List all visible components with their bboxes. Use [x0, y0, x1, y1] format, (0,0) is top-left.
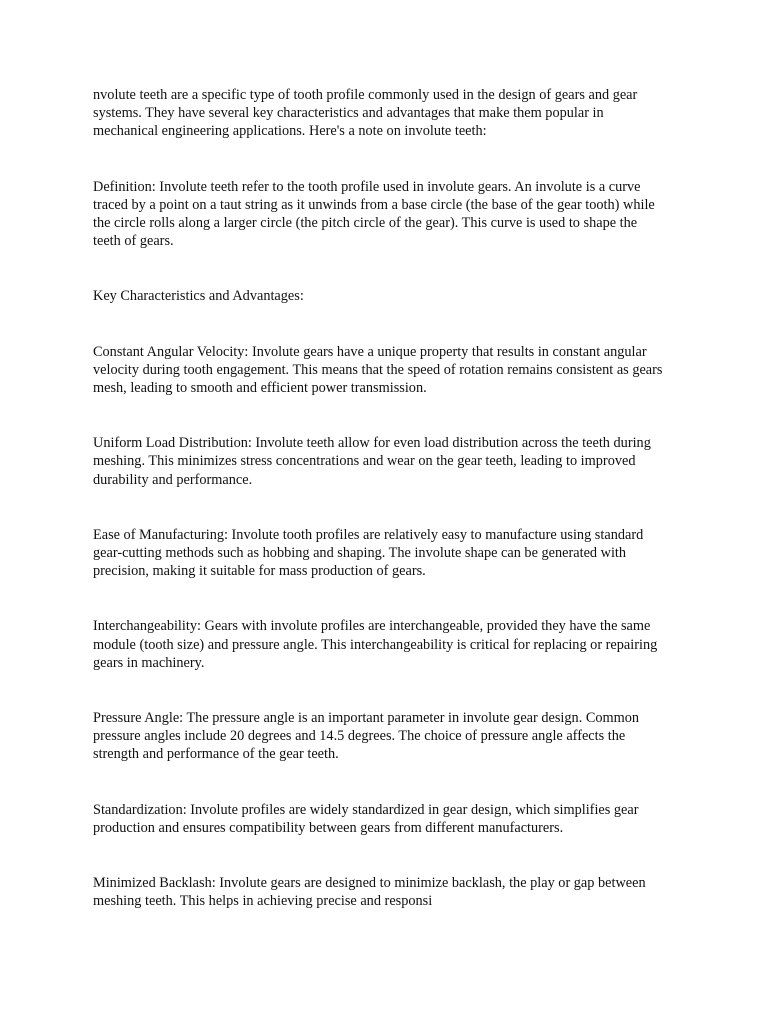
- section-heading: Key Characteristics and Advantages:: [93, 288, 304, 305]
- paragraph-spacer: [93, 580, 665, 617]
- ease-of-manufacturing-paragraph: Ease of Manufacturing: Involute tooth profiles are relatively easy to manufacture using standard gear-cutting methods such as hobbing and shaping. The involute shape can be generated with precision, making it suitable for mass production of gears.: [93, 526, 644, 580]
- definition-paragraph: Definition: Involute teeth refer to the tooth profile used in involute gears. An involute is a curve traced by a point on a taut string as it unwinds from a base circle (the base of the gear tooth) while the circle rolls along a larger circle (the pitch circle of the gear). This curve is used to shape the teeth of gears.: [93, 178, 655, 250]
- pressure-angle-paragraph: Pressure Angle: The pressure angle is an important parameter in involute gear design. Common pressure angles include 20 degrees and 14.5 degrees. The choice of pressure angle affects the strength and performance of the gear teeth.: [93, 710, 640, 763]
- paragraph-spacer: [93, 764, 665, 801]
- intro-paragraph: nvolute teeth are a specific type of tooth profile commonly used in the design of gears and gear systems. They have several key characteristics and advantages that make them popular in mechanical engineering applications. Here's a note on involute teeth:: [93, 87, 638, 140]
- interchangeability-paragraph: Interchangeability: Gears with involute profiles are interchangeable, provided they have the same module (tooth size) and pressure angle. This interchangeability is critical for replacing or repairing gears in machinery.: [93, 618, 658, 671]
- paragraph-spacer: [93, 489, 665, 526]
- paragraph-spacer: [93, 397, 665, 434]
- paragraph-spacer: [93, 837, 665, 874]
- paragraph-spacer: [93, 141, 665, 178]
- document-page: [93, 86, 665, 910]
- minimized-backlash-paragraph: Minimized Backlash: Involute gears are designed to minimize backlash, the play or gap between meshing teeth. This helps in achieving precise and responsi: [93, 875, 646, 910]
- paragraph-spacer: [93, 306, 665, 343]
- paragraph-spacer: [93, 672, 665, 709]
- constant-angular-velocity-paragraph: Constant Angular Velocity: Involute gears have a unique property that results in constant angular velocity during tooth engagement. This means that the speed of rotation remains consistent as gears mesh, leading to smooth and efficient power transmission.: [93, 343, 663, 397]
- paragraph-spacer: [93, 250, 665, 287]
- uniform-load-distribution-paragraph: Uniform Load Distribution: Involute teeth allow for even load distribution across the teeth during meshing. This minimizes stress concentrations and wear on the gear teeth, leading to improved durability and performance.: [93, 435, 651, 488]
- standardization-paragraph: Standardization: Involute profiles are widely standardized in gear design, which simplifies gear production and ensures compatibility between gears from different manufacturers.: [93, 801, 639, 836]
